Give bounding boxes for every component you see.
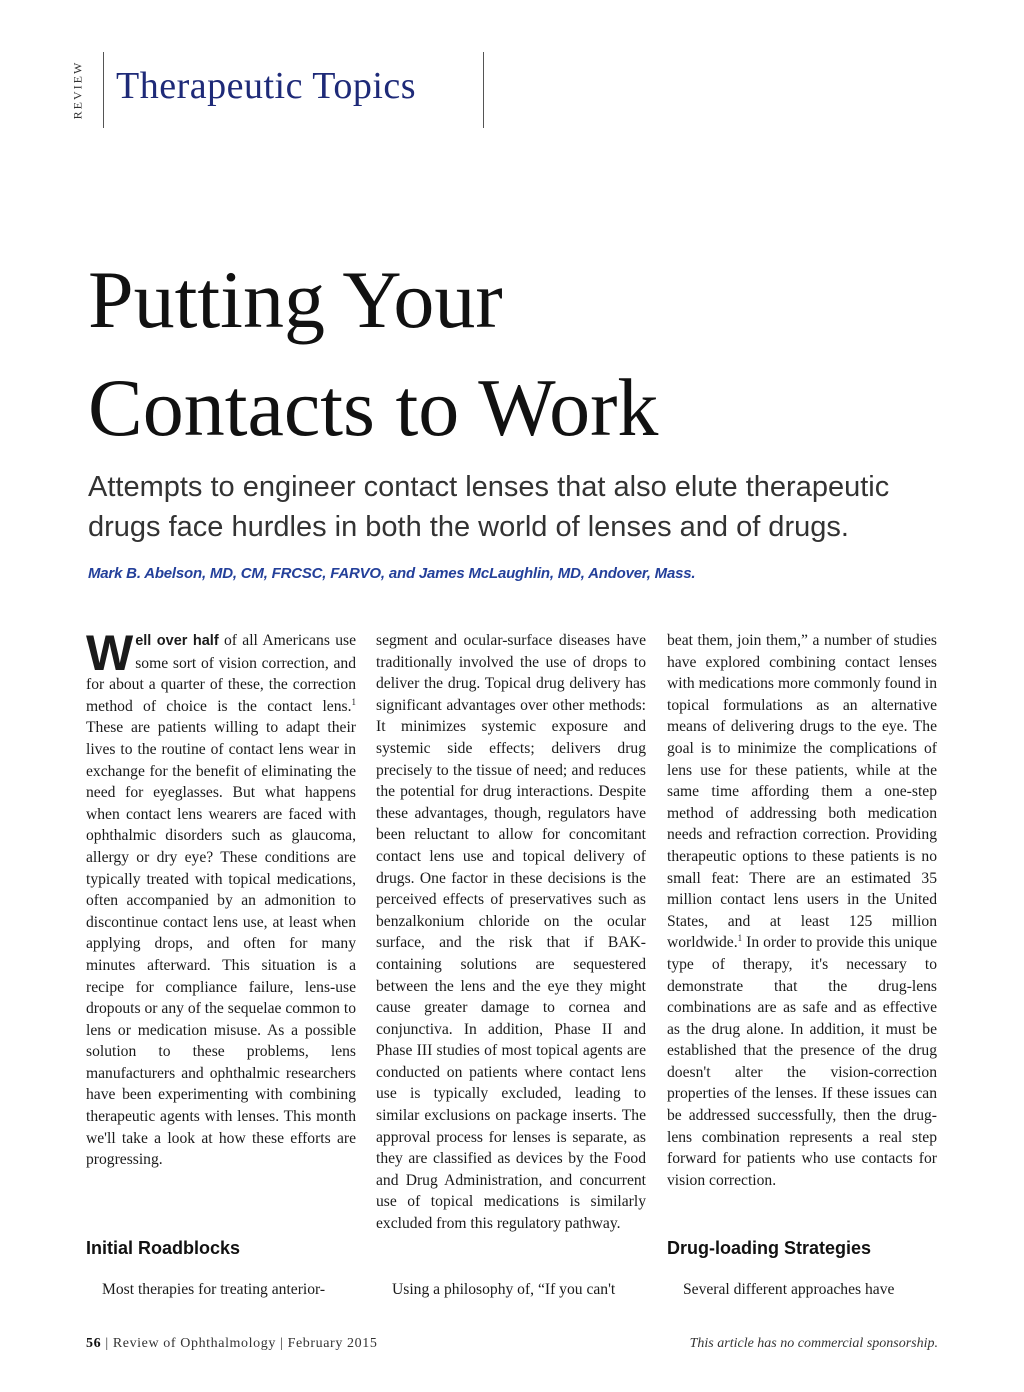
article-headline <box>88 246 948 462</box>
header-divider-right <box>483 52 484 128</box>
section-title: Therapeutic Topics <box>116 65 417 107</box>
column-1-continuation: Most therapies for treating anterior- <box>102 1281 326 1298</box>
column-3-continuation: Several different approaches have <box>683 1281 895 1298</box>
column-3-text-cont: In order to provide this unique type of therapy, it's necessary to demonstrate that the drug-lens combinations are as safe and as effective as the drug alone. In addition, it must be established that the presence of the drug doesn't alter the vision-correction properties of the lenses. If these issues can be addressed successfully, then the drug-lens combination represents a real step forward for patients who use contacts for vision correction. <box>667 934 937 1189</box>
review-label: REVIEW <box>70 60 85 120</box>
column-3-text: beat them, join them,” a number of studies have explored combining contact lenses with medications more commonly found in topical formulations as an alternative means of delivering drugs to the eye. The goal is to minimize the complications of lens use for these patients, while at the same time affording them a one-step method of addressing both medication needs and refraction correction. Providing therapeutic options to these patients is no small feat: There are an estimated 35 million contact lens users in the United States, and at least 125 million worldwide. <box>667 632 937 952</box>
sponsorship-note: This article has no commercial sponsorship. <box>689 1336 938 1351</box>
column-2-text: segment and ocular-surface diseases have traditionally involved the use of drops to deliver the drug. Topical drug delivery has significant advantages over other methods: It minimizes systemic exposure and systemic side effects; delivers drug precisely to the tissue of need; and reduces the potential for drug interactions. Despite these advantages, though, regulators have been reluctant to allow for concomitant contact lens use and topical delivery of drugs. One factor in these decisions is the perceived effects of preservatives such as benzalkonium chloride on the ocular surface, and the risk that if BAK-containing solutions are sequestered between the lens and the eye they might cause greater damage to cornea and conjunctiva. In addition, Phase II and Phase III studies of most topical agents are conducted on patients where contact lens use is typically excluded, leading to similar exclusions on package inserts. The approval process for lenses is separate, as they are classified as devices by the Food and Drug Administration, and concurrent use of topical medications is similarly excluded from this regulatory pathway. <box>376 632 646 1233</box>
publication-name: Review of Ophthalmology <box>112 1336 276 1351</box>
reference-1: 1 <box>351 696 356 707</box>
article-deck: Attempts to engineer contact lenses that also elute therapeutic drugs face hurdles in both the world of lenses and of drugs. <box>88 471 890 543</box>
heading-drug-loading-strategies: Drug-loading Strategies <box>667 1238 872 1258</box>
column-2-continuation: Using a philosophy of, “If you can't <box>392 1281 616 1298</box>
column-2 <box>376 630 646 1235</box>
header-divider-left <box>103 52 104 128</box>
column-3-paragraph <box>667 630 937 1191</box>
intro-paragraph <box>86 625 357 1171</box>
column-1-text-cont: These are patients willing to adapt their lives to the routine of contact lens wear in exchange for the benefit of eliminating the need for eyeglasses. But what happens when contact lens wearers are faced with ophthalmic disorders such as glaucoma, allergy or dry eye? These conditions are typically treated with topical medications, often accompanied by an admonition to discontinue contact lens use, at least when applying drops, and often for many minutes afterward. This situation is a recipe for compliance failure, lens-use dropouts or any of the sequelae common to lens or medication misuse. As a possible solution to these problems, lens manufacturers and ophthalmic researchers have been experimenting with combining therapeutic agents with lenses. This month we'll take a look at how these efforts are progressing. <box>86 719 356 1169</box>
issue-date: February 2015 <box>287 1336 378 1351</box>
column-1 <box>86 625 357 1171</box>
drop-cap: W <box>86 625 134 681</box>
page-footer <box>86 1336 377 1352</box>
column-3 <box>667 630 937 1191</box>
heading-initial-roadblocks: Initial Roadblocks <box>86 1238 241 1258</box>
headline-line-1: Putting Your <box>88 254 503 345</box>
headline-line-2: Contacts to Work <box>88 362 659 453</box>
page-number: 56 <box>86 1336 102 1351</box>
byline: Mark B. Abelson, MD, CM, FRCSC, FARVO, and James McLaughlin, MD, Andover, Mass. <box>88 565 696 582</box>
footer-separator: | <box>280 1336 284 1351</box>
column-1-text: of all Americans use some sort of vision correction, and for about a quarter of these, the correction method of choice is the contact lens. <box>86 632 357 715</box>
footer-separator: | <box>105 1336 109 1351</box>
lead-in: ell over half <box>135 633 219 649</box>
reference-2: 1 <box>737 933 743 944</box>
